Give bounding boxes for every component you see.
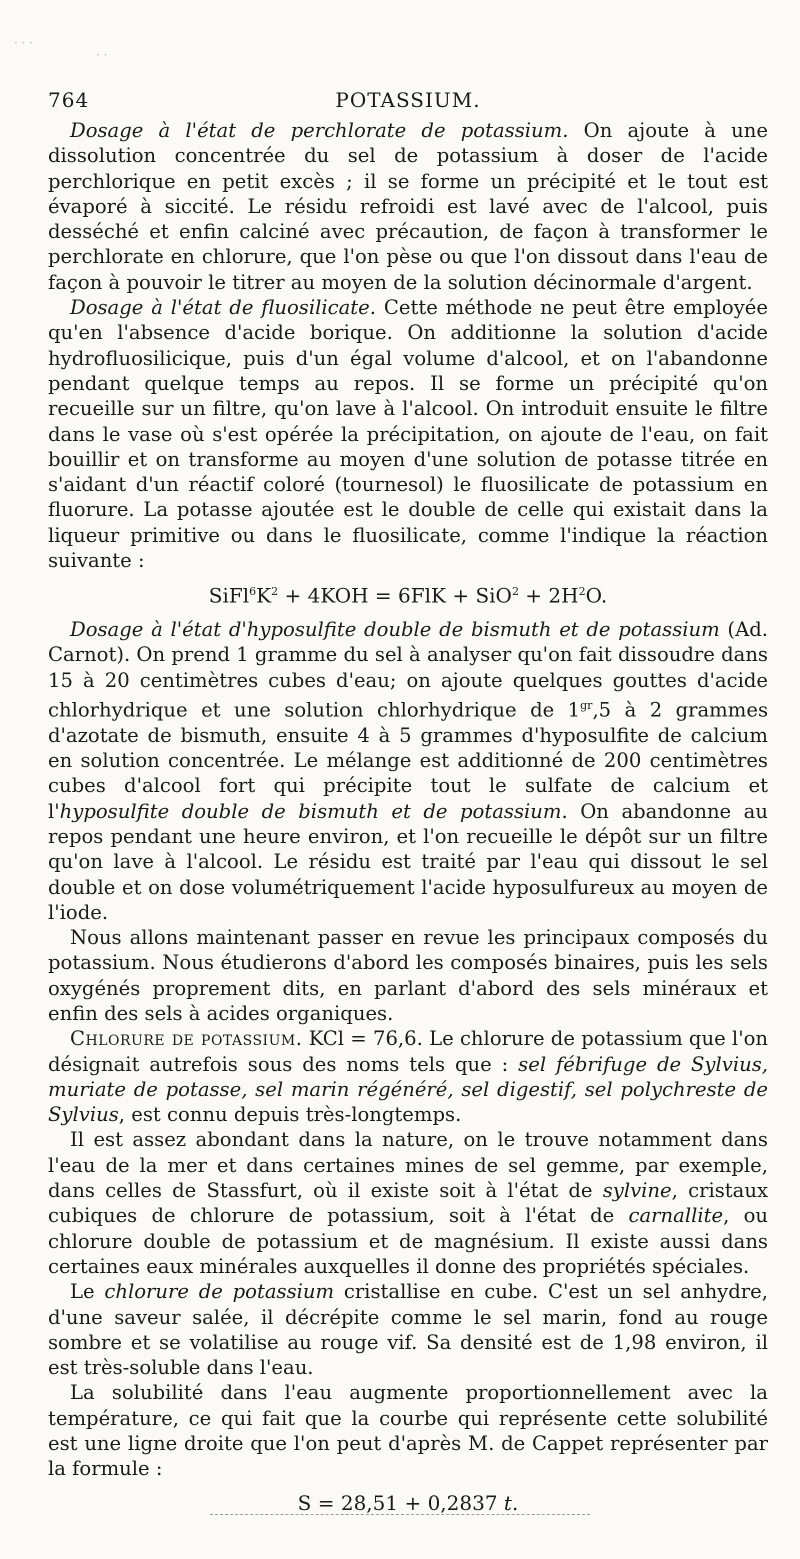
paragraph-solubility: La solubilité dans l'eau augmente proportionnellement avec la température, ce qui fait que la courbe qui représente cette solubilité est une ligne droite que l'on peut d'après M. de Cappet représenter par la formule : bbox=[48, 1381, 768, 1481]
section-heading: Dosage à l'état de perchlorate de potassium. bbox=[70, 119, 569, 142]
paragraph-nature: Il est assez abondant dans la nature, on le trouve notamment dans l'eau de la mer et dans certaines mines de sel gemme, par exemple, dans celles de Stassfurt, où il existe soit à l'état de sylvine, cristaux cubiques de chlorure de potassium, soit à l'état de carnallite, ou chlorure double de potassium et de magnésium. Il existe aussi dans certaines eaux minérales auxquelles il donne des propriétés spéciales. bbox=[48, 1128, 769, 1278]
paragraph-chlorure: Chlorure de potassium. KCl = 76,6. Le chlorure de potassium que l'on désignait autrefois sous des noms tels que : sel fébrifuge de Sylvius, muriate de potasse, sel marin régénéré, sel digestif, sel polychreste de Sylvius, est connu depuis très-longtemps. bbox=[48, 1027, 769, 1127]
section-heading: Dosage à l'état d'hyposulfite double de bismuth et de potassium bbox=[70, 618, 720, 641]
reaction-equation: $SiFl^6K^2 + 4KOH = 6FlK + SiO^2 + 2H^2O$. bbox=[208, 584, 608, 608]
solubility-formula: S = 28,51 + 0,2837 t. bbox=[297, 1490, 519, 1515]
paragraph-text: Cette méthode ne peut être employée qu'en l'absence d'acide borique. On additionne la solution d'acide hydrofluosilicique, puis d'un égal volume d'alcool, et on l'abandonne pendant quelque temps au repos. Il se forme un précipité qu'on recueille sur un filtre, qu'on lave à l'alcool. On introduit ensuite le filtre dans le vase où s'est opérée la précipitation, on ajoute de l'eau, on fait bouillir et on transforme au moyen d'une solution de potasse titrée en s'aidant d'un réactif coloré (tournesol) le fluosilicate de potassium en fluorure. La potasse ajoutée est le double de celle qui existait dans la liqueur primitive ou dans le fluosilicate, comme l'indique la réaction suivante : bbox=[48, 296, 768, 573]
paragraph-overview: Nous allons maintenant passer en revue les principaux composés du potassium. Nous étudierons d'abord les composés binaires, puis les sels oxygénés proprement dits, en parlant d'abord des sels minéraux et enfin des sels à acides organiques. bbox=[48, 926, 768, 1025]
section-heading: Chlorure de potassium. bbox=[70, 1027, 303, 1051]
page-header bbox=[48, 88, 768, 118]
scan-speck: · · · bbox=[14, 36, 34, 50]
page bbox=[48, 88, 768, 1524]
footer-rule bbox=[210, 1514, 590, 1515]
section-heading: Dosage à l'état de fluosilicate. bbox=[70, 296, 376, 320]
paragraph-text: On ajoute à une dissolution concentrée du sel de potassium à doser de l'acide perchlorique en petit excès ; il se forme un précipité et le tout est évaporé à siccité. Le résidu refroidi est lavé avec de l'alcool, puis desséché et enfin calciné avec précaution, de façon à transformer le perchlorate en chlorure, que l'on pèse ou que l'on dissout dans l'eau de façon à pouvoir le titrer au moyen de la solution décinormale d'argent. bbox=[48, 119, 768, 294]
paragraph-properties: Le chlorure de potassium cristallise en cube. C'est un sel anhydre, d'une saveur salée, il décrépite comme le sel marin, fond au rouge sombre et se volatilise au rouge vif. Sa densité est de 1,98 environ, il est très-soluble dans l'eau. bbox=[48, 1280, 768, 1380]
scan-speck: · · bbox=[96, 48, 108, 62]
paragraph-fluosilicate bbox=[48, 295, 768, 573]
paragraph-perchlorate bbox=[48, 118, 768, 295]
page-number: 764 bbox=[48, 88, 90, 112]
running-title: POTASSIUM. bbox=[335, 88, 481, 112]
compound-formula: KCl = 76,6. bbox=[302, 1027, 423, 1051]
paragraph-hyposulfite: Dosage à l'état d'hyposulfite double de bismuth et de potassium (Ad. Carnot). On prend 1 gramme du sel à analyser qu'on fait dissoudre dans 15 à 20 centimètres cubes d'eau; on ajoute quelques gouttes d'acide chlorhydrique et une solution chlorhydrique de $1^{gr},5$ à 2 grammes d'azotate de bismuth, ensuite 4 à 5 grammes d'hyposulfite de calcium en solution concentrée. Le mélange est additionné de 200 centimètres cubes d'alcool fort qui précipite tout le sulfate de calcium et l'hyposulfite double de bismuth et de potassium. On abandonne au repos pendant une heure environ, et l'on recueille le dépôt sur un filtre qu'on lave à l'alcool. Le résidu est traité par l'eau qui dissout le sel double et on dose volumétriquement l'acide hyposulfureux au moyen de l'iode. bbox=[48, 618, 768, 924]
